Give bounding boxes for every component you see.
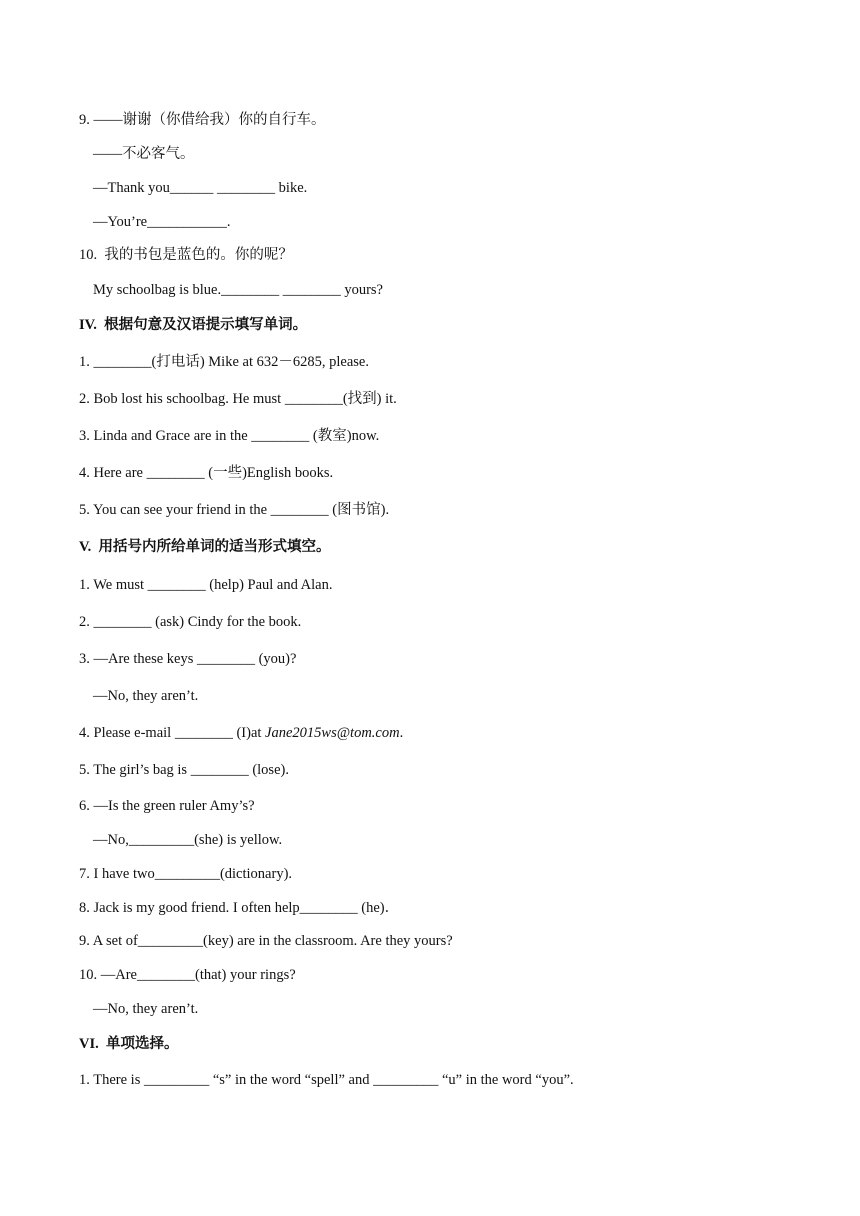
section-v-item-6: 6. —Is the green ruler Amy’s? — [79, 798, 255, 814]
section-iv-item-1: 1. ________(打电话) Mike at 632－6285, please. — [79, 354, 369, 370]
section-v-item-5: 5. The girl’s bag is ________ (lose). — [79, 762, 289, 778]
question-9-reply-chinese: ——不必客气。 — [93, 146, 195, 162]
section-v-item-10-reply: —No, they aren’t. — [93, 1001, 199, 1017]
section-v-item-3-reply: —No, they aren’t. — [93, 688, 199, 704]
section-v-item-6-reply: —No,_________(she) is yellow. — [93, 832, 283, 848]
section-iv-item-4: 4. Here are ________ (一些)English books. — [79, 465, 334, 481]
section-iv-heading: IV. 根据句意及汉语提示填写单词。 — [79, 317, 308, 333]
question-9-chinese: 9. ——谢谢（你借给我）你的自行车。 — [79, 112, 326, 128]
section-v-item-1: 1. We must ________ (help) Paul and Alan. — [79, 577, 333, 593]
section-vi-heading: VI. 单项选择。 — [79, 1036, 179, 1052]
question-10-english: My schoolbag is blue.________ ________ yours? — [93, 282, 383, 298]
section-iv-item-2: 2. Bob lost his schoolbag. He must ________(找到) it. — [79, 391, 397, 407]
section-v-item-10: 10. —Are________(that) your rings? — [79, 967, 296, 983]
question-9-english: —Thank you______ ________ bike. — [93, 180, 308, 196]
section-v-item-8: 8. Jack is my good friend. I often help________ (he)． — [79, 900, 400, 916]
section-v-item-3: 3. —Are these keys ________ (you)? — [79, 651, 297, 667]
section-v-heading: V. 用括号内所给单词的适当形式填空。 — [79, 539, 331, 555]
section-v-item-2: 2. ________ (ask) Cindy for the book. — [79, 614, 302, 630]
item-4-period: . — [399, 725, 404, 741]
section-v-item-7: 7. I have two_________(dictionary). — [79, 866, 293, 882]
section-v-item-9: 9. A set of_________(key) are in the classroom. Are they yours? — [79, 933, 453, 949]
section-vi-item-1: 1. There is _________ “s” in the word “spell” and _________ “u” in the word “you”. — [79, 1072, 574, 1088]
section-iv-item-3: 3. Linda and Grace are in the ________ (教室)now. — [79, 428, 380, 444]
item-4-text: 4. Please e-mail ________ (I)at — [79, 725, 266, 741]
section-v-item-4 — [79, 724, 403, 742]
question-9-reply-english: —You’re___________. — [93, 214, 231, 230]
email-address: Jane2015ws@tom.com — [265, 725, 400, 741]
section-iv-item-5: 5. You can see your friend in the ________ (图书馆). — [79, 502, 390, 518]
question-10-chinese: 10. 我的书包是蓝色的。你的呢？ — [79, 247, 293, 263]
